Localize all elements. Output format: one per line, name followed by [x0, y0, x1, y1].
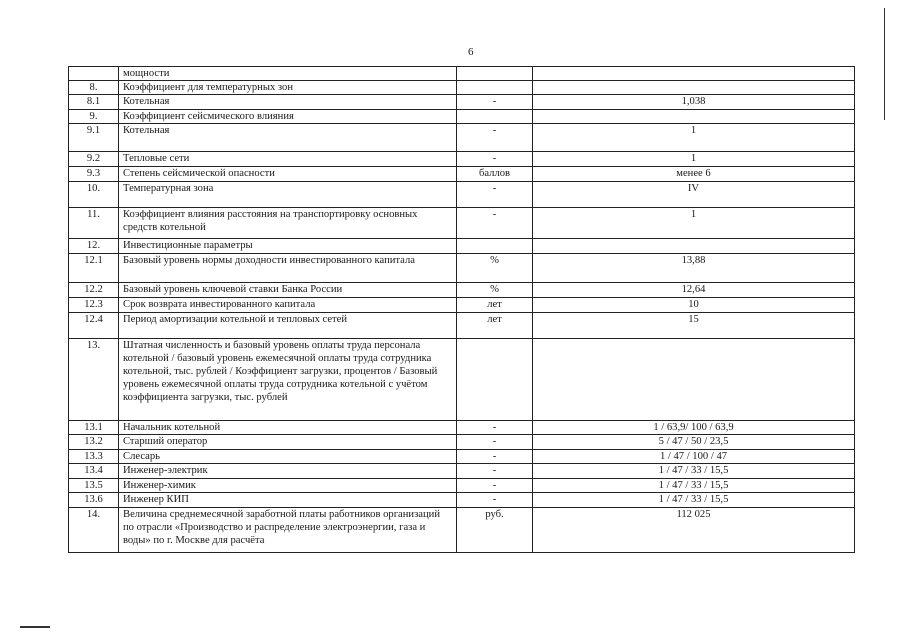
row-number: 12.1: [69, 254, 119, 283]
row-name: Коэффициент сейсмического влияния: [119, 110, 457, 124]
row-name: Штатная численность и базовый уровень оплаты труда персонала котельной / базовый уровень ежемесячной оплаты труда сотрудника котельной, тыс. рублей / Коэффициент загрузки, процентов / Базовый уровень ежемесячной оплаты труда сотрудника котельной с учётом коэффициента загрузки, тыс. рублей: [119, 339, 457, 421]
row-unit: %: [457, 283, 533, 298]
row-unit: -: [457, 208, 533, 239]
row-number: 8.1: [69, 95, 119, 110]
row-unit: [457, 339, 533, 421]
row-value: 1 / 47 / 33 / 15,5: [533, 493, 855, 508]
row-name: Температурная зона: [119, 182, 457, 208]
row-value: 1 / 63,9/ 100 / 63,9: [533, 421, 855, 435]
table-row: [69, 464, 855, 479]
table-row: [69, 493, 855, 508]
table-row: [69, 110, 855, 124]
row-number: 13.: [69, 339, 119, 421]
table-row: [69, 81, 855, 95]
row-unit: [457, 239, 533, 254]
row-value: [533, 81, 855, 95]
row-name: Тепловые сети: [119, 152, 457, 167]
row-value: [533, 239, 855, 254]
row-name: Котельная: [119, 95, 457, 110]
margin-rule: [884, 8, 885, 120]
row-unit: -: [457, 421, 533, 435]
row-value: 15: [533, 313, 855, 339]
row-value: [533, 339, 855, 421]
row-number: 14.: [69, 508, 119, 553]
row-value: [533, 67, 855, 81]
row-name: Срок возврата инвестированного капитала: [119, 298, 457, 313]
table-row: [69, 479, 855, 493]
row-value: 112 025: [533, 508, 855, 553]
parameters-table: [68, 66, 855, 553]
table-row: [69, 254, 855, 283]
row-value: 1: [533, 124, 855, 152]
footnote-rule: [20, 626, 50, 628]
row-name: Начальник котельной: [119, 421, 457, 435]
page-number: 6: [468, 46, 474, 58]
row-unit: -: [457, 479, 533, 493]
row-value: [533, 110, 855, 124]
row-unit: руб.: [457, 508, 533, 553]
table-row: [69, 67, 855, 81]
table-row: [69, 208, 855, 239]
table-row: [69, 152, 855, 167]
table-row: [69, 182, 855, 208]
row-unit: -: [457, 435, 533, 450]
row-number: 12.2: [69, 283, 119, 298]
row-unit: -: [457, 152, 533, 167]
table-row: [69, 167, 855, 182]
row-unit: лет: [457, 313, 533, 339]
row-number: 10.: [69, 182, 119, 208]
row-value: 5 / 47 / 50 / 23,5: [533, 435, 855, 450]
row-unit: -: [457, 464, 533, 479]
row-name: Слесарь: [119, 450, 457, 464]
row-number: 9.3: [69, 167, 119, 182]
row-value: 1 / 47 / 33 / 15,5: [533, 464, 855, 479]
row-unit: -: [457, 450, 533, 464]
row-number: 13.4: [69, 464, 119, 479]
row-unit: лет: [457, 298, 533, 313]
row-name: Коэффициент для температурных зон: [119, 81, 457, 95]
row-name: Инженер-химик: [119, 479, 457, 493]
row-number: 13.5: [69, 479, 119, 493]
row-value: 12,64: [533, 283, 855, 298]
row-unit: %: [457, 254, 533, 283]
table-row: [69, 239, 855, 254]
row-name: Инженер КИП: [119, 493, 457, 508]
row-name: Степень сейсмической опасности: [119, 167, 457, 182]
row-name: Коэффициент влияния расстояния на транспортировку основных средств котельной: [119, 208, 457, 239]
row-value: 1: [533, 152, 855, 167]
row-number: 13.3: [69, 450, 119, 464]
row-value: 1 / 47 / 100 / 47: [533, 450, 855, 464]
row-value: 1 / 47 / 33 / 15,5: [533, 479, 855, 493]
table-row: [69, 508, 855, 553]
table-row: [69, 283, 855, 298]
row-value: 10: [533, 298, 855, 313]
row-name: Инженер-электрик: [119, 464, 457, 479]
table-row: [69, 339, 855, 421]
row-unit: -: [457, 95, 533, 110]
row-number: 12.4: [69, 313, 119, 339]
row-name: Период амортизации котельной и тепловых сетей: [119, 313, 457, 339]
row-name: Величина среднемесячной заработной платы работников организаций по отрасли «Производство и распределение электроэнергии, газа и воды» по г. Москве для расчёта: [119, 508, 457, 553]
row-name: Инвестиционные параметры: [119, 239, 457, 254]
row-number: 13.2: [69, 435, 119, 450]
table-row: [69, 313, 855, 339]
row-value: IV: [533, 182, 855, 208]
row-number: 12.3: [69, 298, 119, 313]
row-number: 8.: [69, 81, 119, 95]
row-unit: -: [457, 182, 533, 208]
row-number: 9.1: [69, 124, 119, 152]
row-value: 1,038: [533, 95, 855, 110]
row-number: 9.2: [69, 152, 119, 167]
table-row: [69, 435, 855, 450]
row-number: [69, 67, 119, 81]
table-row: [69, 95, 855, 110]
row-number: 9.: [69, 110, 119, 124]
row-name: мощности: [119, 67, 457, 81]
row-unit: [457, 81, 533, 95]
table-row: [69, 421, 855, 435]
row-value: менее 6: [533, 167, 855, 182]
row-unit: баллов: [457, 167, 533, 182]
table-row: [69, 450, 855, 464]
row-number: 13.1: [69, 421, 119, 435]
row-name: Базовый уровень ключевой ставки Банка России: [119, 283, 457, 298]
row-unit: -: [457, 493, 533, 508]
row-value: 1: [533, 208, 855, 239]
row-name: Старший оператор: [119, 435, 457, 450]
table-row: [69, 298, 855, 313]
row-number: 13.6: [69, 493, 119, 508]
row-value: 13,88: [533, 254, 855, 283]
row-name: Котельная: [119, 124, 457, 152]
table-row: [69, 124, 855, 152]
row-unit: -: [457, 124, 533, 152]
row-unit: [457, 110, 533, 124]
row-unit: [457, 67, 533, 81]
row-number: 12.: [69, 239, 119, 254]
row-name: Базовый уровень нормы доходности инвестированного капитала: [119, 254, 457, 283]
row-number: 11.: [69, 208, 119, 239]
